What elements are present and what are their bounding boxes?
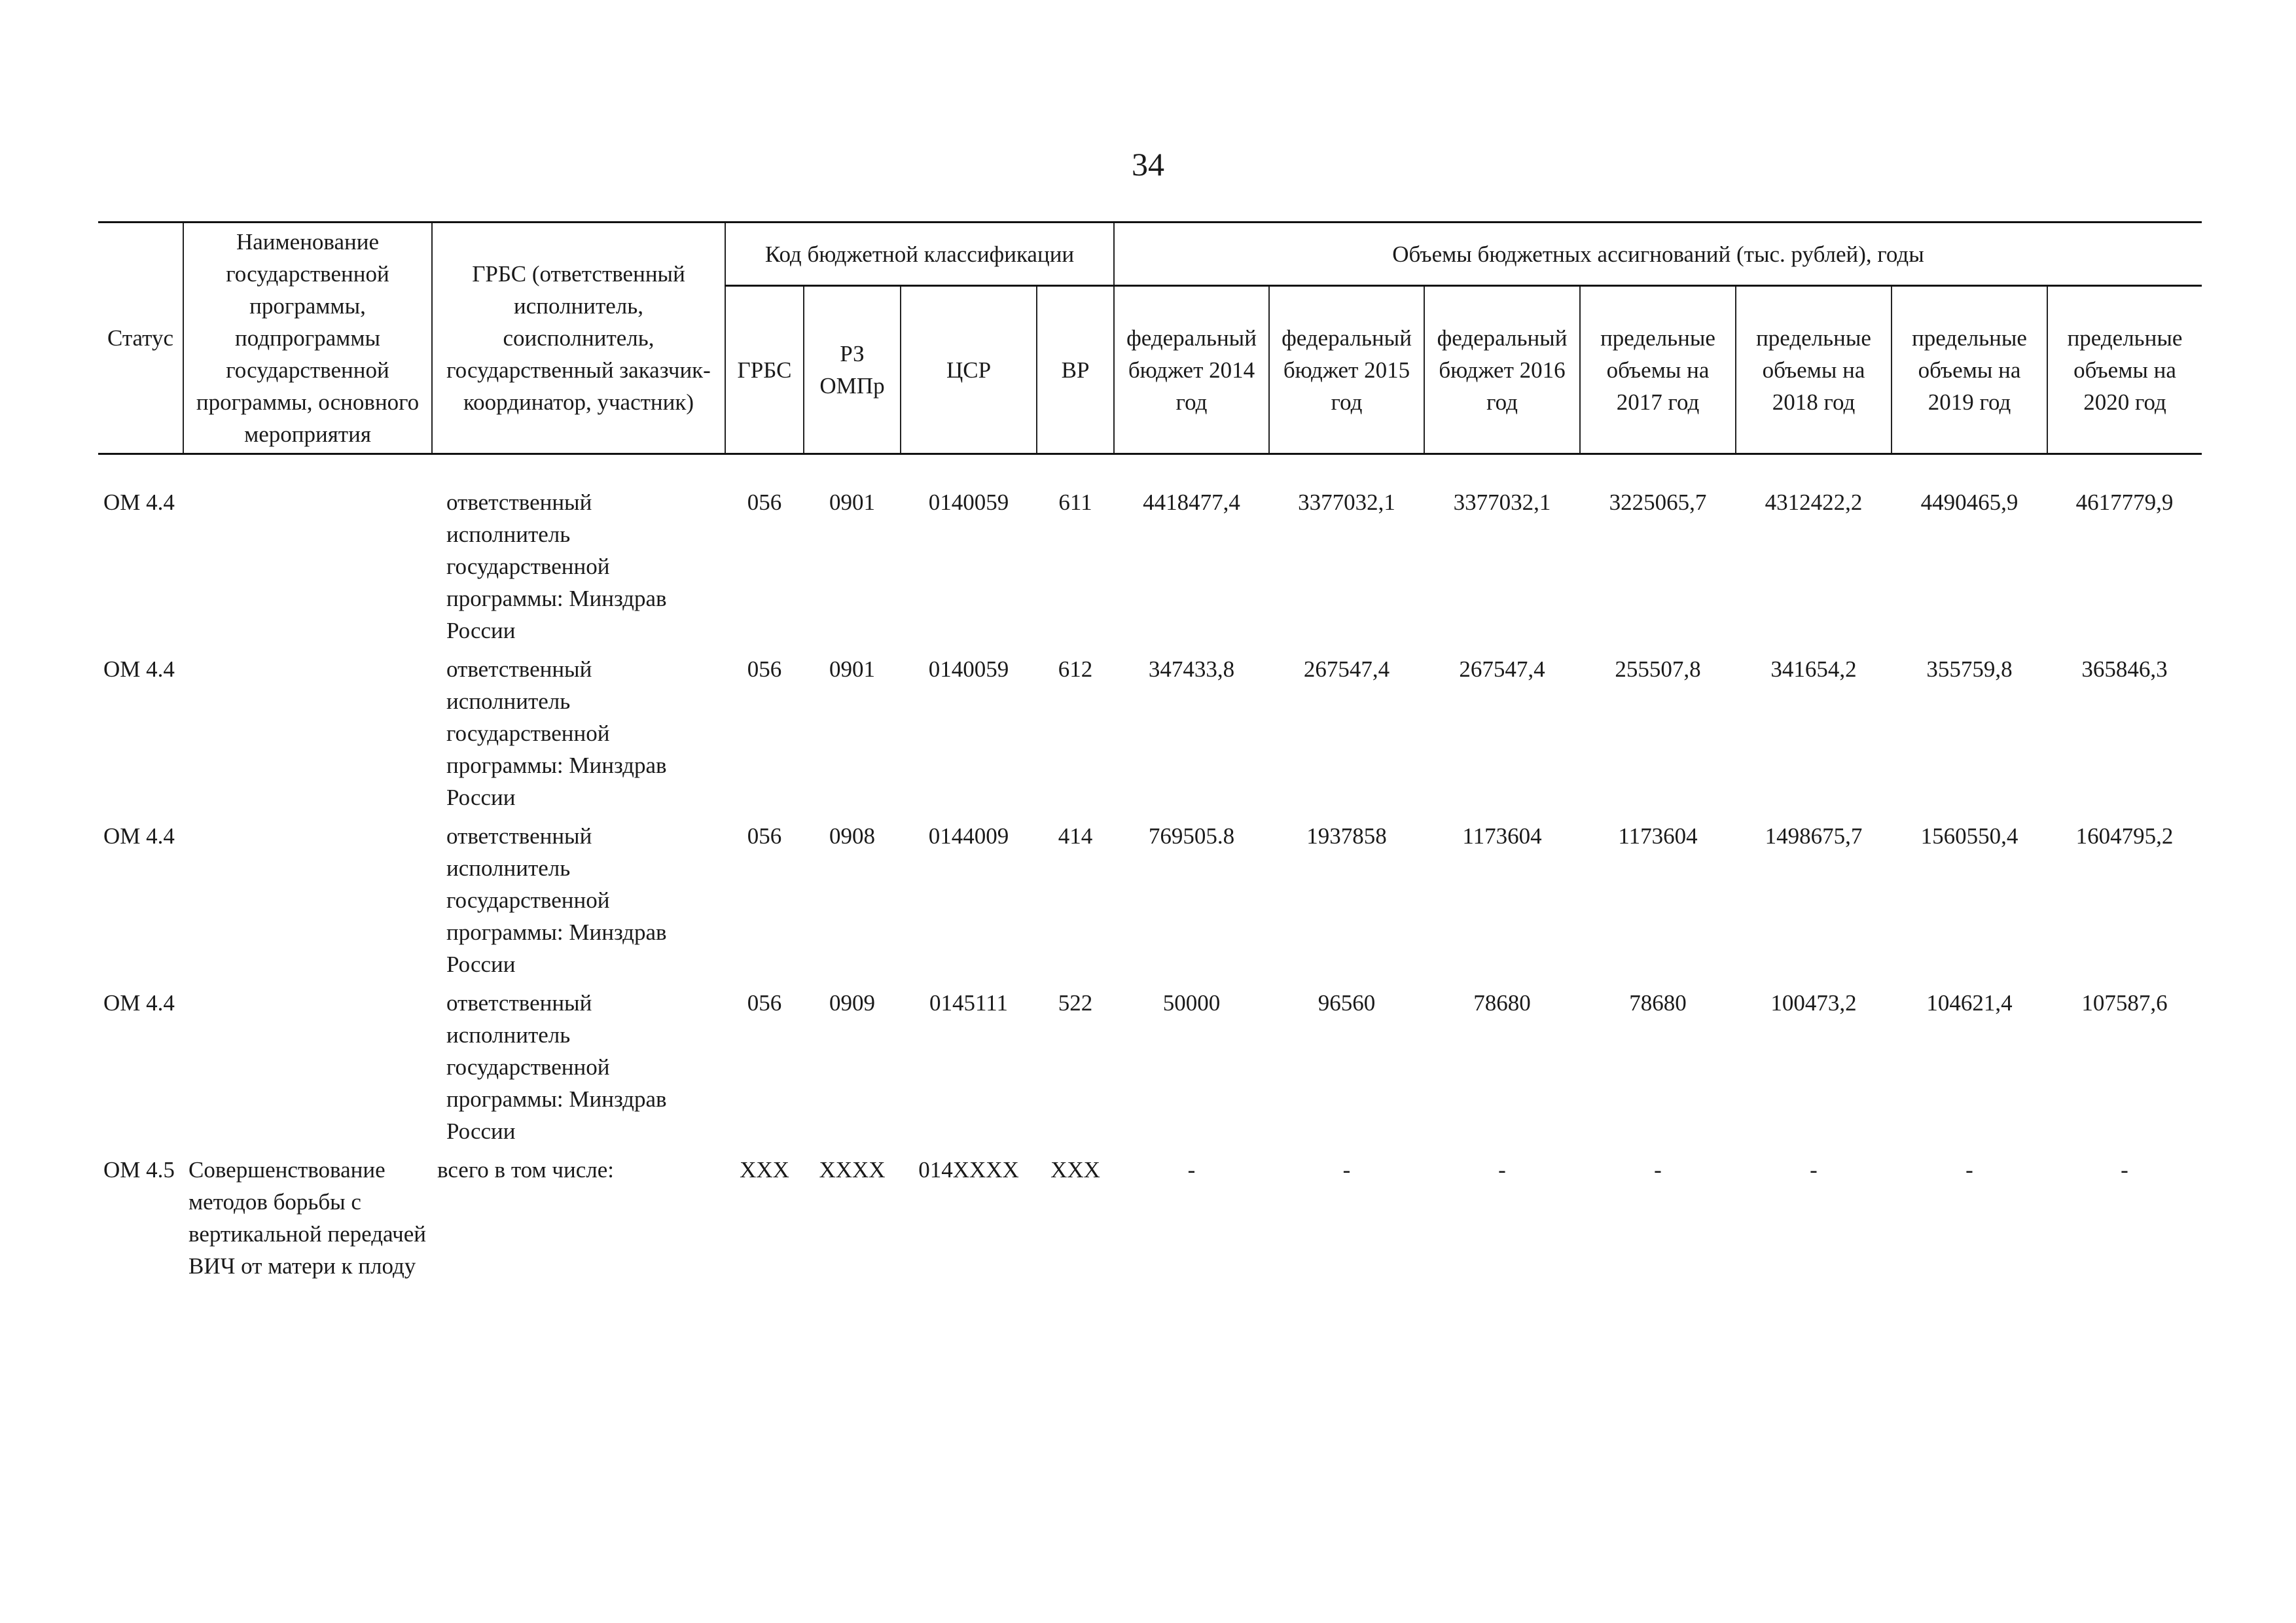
cell-2014: - [1187, 1157, 1196, 1183]
cell-name: Совершенствование методов борьбы с вертикальной передачей ВИЧ от матери к плоду [188, 1157, 427, 1279]
cell-status: ОМ 4.4 [103, 490, 175, 515]
cell-2019: 355759,8 [1926, 656, 2013, 682]
cell-code-rz: 0901 [829, 490, 875, 515]
table-row [98, 820, 2202, 987]
cell-code-rz: 0901 [829, 656, 875, 682]
cell-code-grbs: XXX [740, 1157, 789, 1183]
cell-code-rz: 0908 [829, 823, 875, 849]
cell-2020: 1604795,2 [2075, 823, 2174, 849]
header-year-2016: федеральный бюджет 2016 год [1424, 286, 1580, 454]
cell-2016: 78680 [1473, 990, 1531, 1016]
cell-2015: 3377032,1 [1298, 490, 1395, 515]
cell-2018: - [1810, 1157, 1818, 1183]
cell-2016: - [1498, 1157, 1506, 1183]
cell-grbs: ответственный исполнитель государственной программы: Минздрав России [446, 490, 667, 643]
cell-name [183, 820, 432, 987]
cell-code-rz: 0909 [829, 990, 875, 1016]
table-row [98, 987, 2202, 1154]
table-row [98, 454, 2202, 654]
cell-code-rz: XXXX [819, 1157, 886, 1183]
cell-code-csr: 0145111 [929, 990, 1008, 1016]
cell-code-csr: 0140059 [928, 656, 1009, 682]
cell-status: ОМ 4.5 [103, 1157, 175, 1183]
cell-2015: - [1342, 1157, 1351, 1183]
cell-code-vr: 414 [1058, 823, 1093, 849]
cell-code-csr: 014XXXX [918, 1157, 1019, 1183]
cell-status: ОМ 4.4 [103, 656, 175, 682]
cell-status: ОМ 4.4 [103, 823, 175, 849]
cell-2019: - [1965, 1157, 1973, 1183]
cell-code-csr: 0140059 [928, 490, 1009, 515]
cell-2015: 96560 [1318, 990, 1376, 1016]
page-number: 34 [1132, 146, 1164, 183]
cell-2016: 3377032,1 [1453, 490, 1551, 515]
cell-2018: 4312422,2 [1765, 490, 1863, 515]
cell-name [183, 653, 432, 820]
cell-2017: 1173604 [1618, 823, 1698, 849]
cell-2020: 4617779,9 [2075, 490, 2174, 515]
cell-code-vr: XXX [1050, 1157, 1100, 1183]
table-row [98, 1154, 2202, 1289]
cell-code-grbs: 056 [747, 823, 782, 849]
cell-code-vr: 612 [1058, 656, 1093, 682]
cell-2016: 1173604 [1462, 823, 1542, 849]
cell-2015: 267547,4 [1303, 656, 1390, 682]
cell-2019: 4490465,9 [1920, 490, 2018, 515]
cell-2018: 100473,2 [1770, 990, 1857, 1016]
cell-2014: 4418477,4 [1143, 490, 1240, 515]
cell-2016: 267547,4 [1459, 656, 1545, 682]
header-year-2020: предельные объемы на 2020 год [2047, 286, 2202, 454]
cell-grbs: ответственный исполнитель государственной программы: Минздрав России [446, 990, 667, 1144]
header-budget-code-group: Код бюджетной классификации [725, 223, 1114, 286]
header-code-vr: ВР [1037, 286, 1114, 454]
cell-code-vr: 611 [1058, 490, 1092, 515]
cell-2014: 347433,8 [1148, 656, 1235, 682]
header-volumes-group: Объемы бюджетных ассигнований (тыс. рублей), годы [1114, 223, 2202, 286]
header-status: Статус [98, 223, 183, 454]
cell-2020: 107587,6 [2081, 990, 2168, 1016]
cell-2017: - [1654, 1157, 1662, 1183]
cell-2017: 3225065,7 [1609, 490, 1707, 515]
header-year-2018: предельные объемы на 2018 год [1736, 286, 1892, 454]
cell-code-grbs: 056 [747, 490, 782, 515]
cell-2014: 50000 [1162, 990, 1221, 1016]
cell-2017: 255507,8 [1615, 656, 1701, 682]
header-year-2017: предельные объемы на 2017 год [1580, 286, 1736, 454]
header-code-rz: РЗ ОМПр [804, 286, 901, 454]
header-grbs-full: ГРБС (ответственный исполнитель, соисполнитель, государственный заказчик-координатор, участник) [432, 223, 725, 454]
header-year-2014: федеральный бюджет 2014 год [1114, 286, 1269, 454]
cell-2020: 365846,3 [2081, 656, 2168, 682]
cell-code-vr: 522 [1058, 990, 1093, 1016]
cell-2017: 78680 [1629, 990, 1687, 1016]
cell-2015: 1937858 [1306, 823, 1387, 849]
cell-code-csr: 0144009 [928, 823, 1009, 849]
header-code-grbs: ГРБС [725, 286, 804, 454]
cell-status: ОМ 4.4 [103, 990, 175, 1016]
budget-allocation-table [98, 221, 2202, 1289]
header-code-csr: ЦСР [901, 286, 1037, 454]
cell-2014: 769505.8 [1148, 823, 1235, 849]
cell-2020: - [2121, 1157, 2128, 1183]
cell-name [183, 987, 432, 1154]
cell-2018: 341654,2 [1770, 656, 1857, 682]
cell-2019: 104621,4 [1926, 990, 2013, 1016]
cell-name [183, 454, 432, 654]
header-year-2019: предельные объемы на 2019 год [1892, 286, 2047, 454]
cell-grbs: ответственный исполнитель государственной программы: Минздрав России [446, 823, 667, 977]
cell-2018: 1498675,7 [1765, 823, 1863, 849]
header-year-2015: федеральный бюджет 2015 год [1269, 286, 1424, 454]
cell-grbs: всего в том числе: [437, 1157, 614, 1183]
cell-2019: 1560550,4 [1920, 823, 2018, 849]
cell-code-grbs: 056 [747, 990, 782, 1016]
cell-code-grbs: 056 [747, 656, 782, 682]
cell-grbs: ответственный исполнитель государственной программы: Минздрав России [446, 656, 667, 810]
table-row [98, 653, 2202, 820]
header-program-name: Наименование государственной программы, подпрограммы государственной программы, основного мероприятия [183, 223, 432, 454]
